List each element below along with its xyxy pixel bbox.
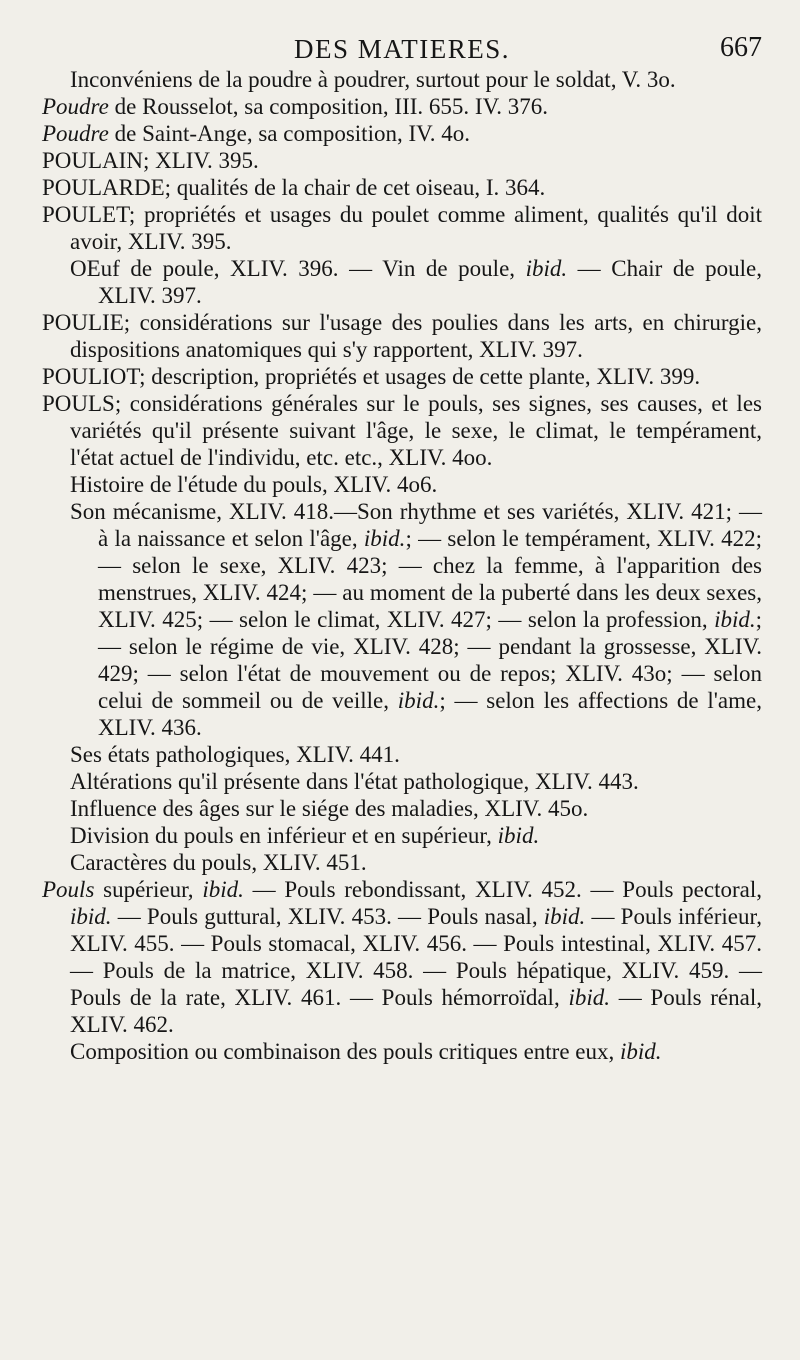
- entry-text-run: Influence des âges sur le siége des maladies, XLIV. 45o.: [70, 796, 589, 821]
- entry-text-run: — Pouls rénal, XLIV. 462.: [70, 985, 762, 1037]
- entry-text-run: ; — selon le régime de vie, XLIV. 428; — pendant la grossesse, XLIV. 429; — selon l'état de mouvement ou de repos; XLIV. 43o; — selon celui de sommeil ou de veille,: [98, 607, 762, 713]
- entry-text-run: Composition ou combinaison des pouls critiques entre eux,: [70, 1039, 621, 1064]
- entry-text-run: ibid.: [397, 688, 440, 713]
- entry-text-run: POULS; considérations générales sur le pouls, ses signes, ses causes, et les variétés qu'il présente suivant l'âge, le sexe, le climat, le tempérament, l'état actuel de l'individu, etc. etc., XLIV. 4oo.: [42, 391, 762, 470]
- index-subentry: [42, 822, 762, 849]
- entry-text-run: Caractères du pouls, XLIV. 451.: [70, 850, 367, 875]
- entry-text-run: Poudre: [42, 94, 109, 119]
- entry-text-run: ibid.: [525, 256, 568, 281]
- page-header: [42, 30, 762, 66]
- entry-text-run: ibid.: [568, 985, 610, 1010]
- entry-text-run: POULARDE; qualités de la chair de cet oiseau, I. 364.: [42, 175, 546, 200]
- index-entry: [42, 363, 762, 390]
- entry-text-run: ibid.: [497, 823, 540, 848]
- entry-text-run: POULET; propriétés et usages du poulet comme aliment, qualités qu'il doit avoir, XLIV. 395.: [42, 202, 762, 254]
- entry-text-run: Histoire de l'étude du pouls, XLIV. 4o6.: [70, 472, 438, 497]
- entry-text-run: Altérations qu'il présente dans l'état pathologique, XLIV. 443.: [70, 769, 639, 794]
- entry-text-run: — Pouls inférieur, XLIV. 455. — Pouls stomacal, XLIV. 456. — Pouls intestinal, XLIV. 457. — Pouls de la matrice, XLIV. 458. — Pouls hépatique, XLIV. 459. — Pouls de la rate, XLIV. 461. — Pouls hémorroïdal,: [70, 904, 762, 1010]
- index-entry: [42, 93, 762, 120]
- entry-text-run: Poudre: [42, 121, 109, 146]
- index-subentry: [42, 741, 762, 768]
- index-subentry: [42, 768, 762, 795]
- entry-text-run: Ses états pathologiques, XLIV. 441.: [70, 742, 400, 767]
- entry-text-run: OEuf de poule, XLIV. 396. — Vin de poule,: [70, 256, 526, 281]
- entry-text-run: Son mécanisme, XLIV. 418.—Son rhythme et ses variétés, XLIV. 421; — à la naissance et selon l'âge,: [70, 499, 762, 551]
- entry-text-run: de Saint-Ange, sa composition, IV. 4o.: [108, 121, 471, 146]
- index-entry: [42, 309, 762, 363]
- page-number: 667: [720, 32, 762, 63]
- index-subentry: [42, 255, 762, 309]
- entry-text-run: — Pouls guttural, XLIV. 453. — Pouls nasal,: [111, 904, 544, 929]
- entry-text-run: ibid.: [70, 904, 112, 929]
- entry-text-run: ibid.: [202, 877, 244, 902]
- entry-text-run: POULIE; considérations sur l'usage des poulies dans les arts, en chirurgie, dispositions anatomiques qui s'y rapportent, XLIV. 397.: [42, 310, 762, 362]
- entry-text-run: ibid.: [363, 526, 406, 551]
- index-entry: [42, 120, 762, 147]
- index-subentry: [42, 498, 762, 741]
- index-subentry: [42, 795, 762, 822]
- index-subentry: [42, 849, 762, 876]
- index-subentry: [42, 471, 762, 498]
- index-subentry: [42, 66, 762, 93]
- entry-text-run: ibid.: [543, 904, 586, 929]
- entry-text-run: Inconvéniens de la poudre à poudrer, surtout pour le soldat, V. 3o.: [70, 67, 676, 92]
- index-entry: [42, 201, 762, 255]
- index-entries: [42, 66, 762, 1065]
- entry-text-run: — Chair de poule, XLIV. 397.: [98, 256, 762, 308]
- entry-text-run: ; — selon les affections de l'ame, XLIV. 436.: [98, 688, 762, 740]
- entry-text-run: ibid.: [620, 1039, 662, 1064]
- entry-text-run: — Pouls rebondissant, XLIV. 452. — Pouls pectoral,: [243, 877, 762, 902]
- running-title: DES MATIERES.: [293, 34, 510, 64]
- index-entry: [42, 876, 762, 1038]
- entry-text-run: POULAIN; XLIV. 395.: [42, 148, 259, 173]
- index-subentry: [42, 1038, 762, 1065]
- index-entry: [42, 147, 762, 174]
- entry-text-run: supérieur,: [94, 877, 203, 902]
- entry-text-run: Division du pouls en inférieur et en supérieur,: [70, 823, 498, 848]
- entry-text-run: ; — selon le tempérament, XLIV. 422; — selon le sexe, XLIV. 423; — chez la femme, à l'apparition des menstrues, XLIV. 424; — au moment de la puberté dans les deux sexes, XLIV. 425; — selon le climat, XLIV. 427; — selon la profession,: [98, 526, 762, 632]
- entry-text-run: de Rousselot, sa composition, III. 655. IV. 376.: [108, 94, 548, 119]
- index-entry: [42, 390, 762, 471]
- entry-text-run: ibid.: [714, 607, 756, 632]
- entry-text-run: Pouls: [42, 877, 95, 902]
- entry-text-run: POULIOT; description, propriétés et usages de cette plante, XLIV. 399.: [42, 364, 701, 389]
- index-entry: [42, 174, 762, 201]
